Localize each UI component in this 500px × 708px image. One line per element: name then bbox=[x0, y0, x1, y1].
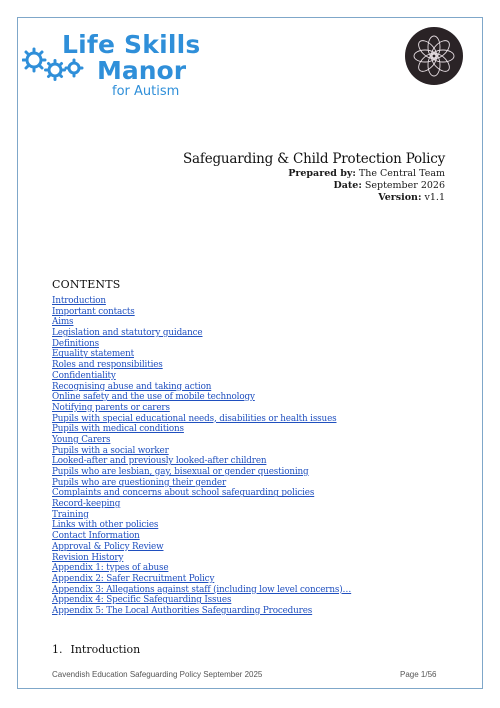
toc-link-appendix-3[interactable]: Appendix 3: Allegations against staff (including low level concerns)… bbox=[52, 584, 352, 595]
toc-link-medical-conditions[interactable]: Pupils with medical conditions bbox=[52, 424, 184, 435]
toc-item bbox=[52, 379, 352, 390]
toc-link-recognising-abuse[interactable]: Recognising abuse and taking action bbox=[52, 381, 212, 392]
toc-link-appendix-4[interactable]: Appendix 4: Specific Safeguarding Issues bbox=[52, 595, 232, 606]
section-heading-introduction bbox=[52, 643, 140, 656]
toc-item bbox=[52, 453, 352, 467]
toc-item bbox=[52, 293, 352, 304]
toc-link-revision-history[interactable]: Revision History bbox=[52, 552, 124, 563]
toc-link-social-worker[interactable]: Pupils with a social worker bbox=[52, 445, 169, 456]
toc-item bbox=[52, 560, 352, 574]
toc-item bbox=[52, 443, 352, 454]
toc-item bbox=[52, 603, 352, 614]
version-line bbox=[183, 192, 445, 203]
logo-text-line2: Manor bbox=[97, 56, 187, 85]
toc-link-send-pupils[interactable]: Pupils with special educational needs, disabilities or health issues bbox=[52, 413, 337, 424]
toc-item bbox=[52, 539, 352, 550]
toc-link-equality-statement[interactable]: Equality statement bbox=[52, 349, 134, 360]
toc-link-important-contacts[interactable]: Important contacts bbox=[52, 306, 135, 317]
prepared-by-line bbox=[183, 168, 445, 179]
toc-item bbox=[52, 517, 352, 531]
toc-link-confidentiality[interactable]: Confidentiality bbox=[52, 370, 116, 381]
toc-link-roles[interactable]: Roles and responsibilities bbox=[52, 360, 163, 371]
toc-item bbox=[52, 368, 352, 379]
toc-link-approval-review[interactable]: Approval & Policy Review bbox=[52, 541, 164, 552]
section-number: 1. bbox=[52, 643, 63, 656]
document-title: Safeguarding & Child Protection Policy bbox=[183, 151, 445, 167]
date-value: September 2026 bbox=[364, 180, 445, 191]
footer-page-number: Page 1/56 bbox=[400, 670, 437, 679]
prepared-by-value: The Central Team bbox=[358, 168, 445, 179]
toc-link-appendix-2[interactable]: Appendix 2: Safer Recruitment Policy bbox=[52, 573, 215, 584]
table-of-contents bbox=[52, 278, 352, 614]
logo-text-line3: for Autism bbox=[112, 84, 180, 99]
toc-item bbox=[52, 411, 352, 422]
toc-link-lgb-questioning[interactable]: Pupils who are lesbian, gay, bisexual or gender questioning bbox=[52, 467, 309, 477]
toc-link-legislation[interactable]: Legislation and statutory guidance bbox=[52, 328, 203, 339]
toc-link-complaints[interactable]: Complaints and concerns about school safeguarding policies bbox=[52, 488, 315, 499]
toc-item bbox=[52, 571, 352, 582]
toc-link-definitions[interactable]: Definitions bbox=[52, 338, 99, 349]
document-title-block bbox=[183, 151, 445, 203]
toc-item bbox=[52, 325, 352, 339]
toc-item bbox=[52, 528, 352, 542]
version-value: v1.1 bbox=[424, 192, 445, 203]
footer-document-name: Cavendish Education Safeguarding Policy September 2025 bbox=[52, 670, 263, 679]
toc-link-record-keeping[interactable]: Record-keeping bbox=[52, 499, 121, 510]
contents-heading: CONTENTS bbox=[52, 278, 121, 291]
toc-link-young-carers[interactable]: Young Carers bbox=[52, 434, 111, 445]
toc-link-contact-information[interactable]: Contact Information bbox=[52, 531, 140, 542]
toc-item bbox=[52, 464, 352, 475]
toc-list bbox=[52, 293, 352, 614]
organisation-logo bbox=[22, 30, 202, 99]
toc-item bbox=[52, 304, 352, 315]
toc-link-gender-questioning[interactable]: Pupils who are questioning their gender bbox=[52, 477, 227, 488]
toc-link-other-policies[interactable]: Links with other policies bbox=[52, 520, 159, 531]
toc-item bbox=[52, 357, 352, 371]
toc-item bbox=[52, 550, 352, 561]
toc-item bbox=[52, 346, 352, 360]
toc-item bbox=[52, 582, 352, 593]
version-label: Version: bbox=[378, 192, 422, 203]
section-title: Introduction bbox=[70, 643, 141, 656]
toc-link-looked-after[interactable]: Looked-after and previously looked-after children bbox=[52, 456, 267, 467]
date-line bbox=[183, 180, 445, 191]
date-label: Date: bbox=[333, 180, 362, 191]
toc-item bbox=[52, 389, 352, 403]
toc-link-training[interactable]: Training bbox=[52, 509, 89, 520]
toc-link-aims[interactable]: Aims bbox=[52, 317, 74, 328]
toc-link-introduction[interactable]: Introduction bbox=[52, 296, 106, 306]
toc-link-appendix-1[interactable]: Appendix 1: types of abuse bbox=[52, 563, 169, 574]
toc-link-notifying-parents[interactable]: Notifying parents or carers bbox=[52, 402, 170, 413]
prepared-by-label: Prepared by: bbox=[288, 168, 356, 179]
toc-item bbox=[52, 485, 352, 499]
lotus-emblem-icon bbox=[405, 27, 463, 85]
logo-text-line1: Life Skills bbox=[62, 30, 201, 59]
toc-link-appendix-5[interactable]: Appendix 5: The Local Authorities Safeguarding Procedures bbox=[52, 605, 313, 616]
toc-link-online-safety[interactable]: Online safety and the use of mobile technology bbox=[52, 392, 255, 403]
toc-item bbox=[52, 432, 352, 443]
